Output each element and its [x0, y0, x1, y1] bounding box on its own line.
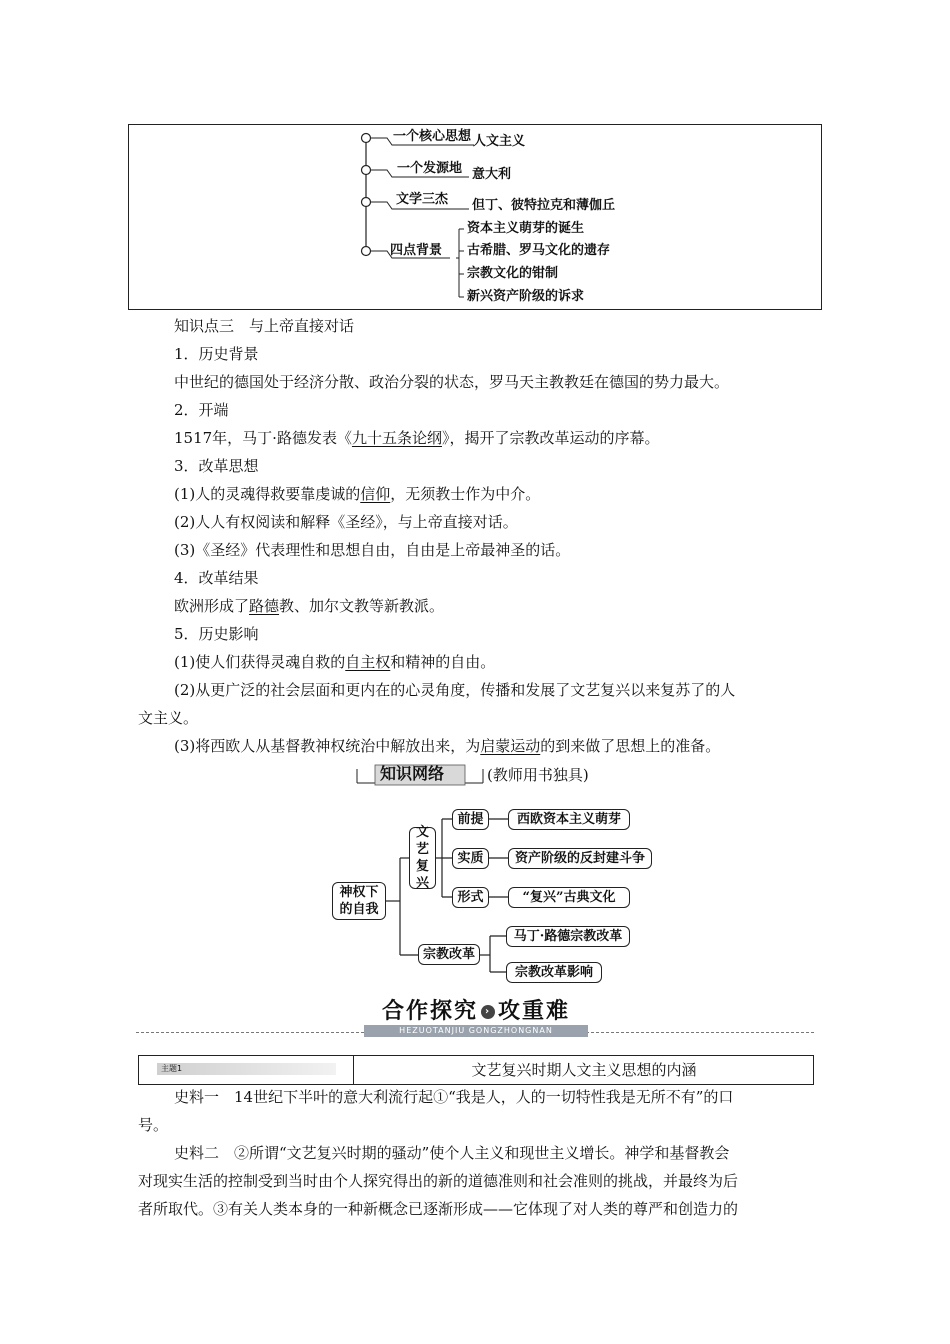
text-segment: 1517年，马丁·路德发表《 — [174, 429, 352, 447]
network-branch-renaissance: 文艺复兴 — [409, 827, 436, 889]
underlined-term: 自主权 — [345, 653, 391, 671]
subheading-result: 4．改革结果 — [174, 569, 259, 587]
text-segment: (1)使人们获得灵魂自救的 — [174, 653, 346, 671]
source-2-line-2: 对现实生活的控制受到当时由个人探究得出的新的道德准则和社会准则的挑战，并最终为后 — [138, 1172, 739, 1190]
text-segment: 欧洲形成了 — [174, 597, 250, 615]
mindmap-label-3: 文学三杰 — [396, 192, 449, 207]
underlined-term: 启蒙运动 — [480, 737, 541, 755]
paragraph-result — [174, 596, 444, 616]
mindmap-label-2: 一个发源地 — [397, 161, 463, 176]
paragraph-start — [174, 428, 659, 448]
text-segment: 》，揭开了宗教改革运动的序幕。 — [441, 429, 660, 447]
mindmap-label-1: 一个核心思想 — [393, 129, 472, 144]
network-reformation-item-2: 宗教改革影响 — [506, 962, 602, 983]
underlined-term: 信仰 — [360, 485, 391, 503]
text-segment: 教、加尔文教等新教派。 — [279, 597, 445, 615]
text-segment: (3)将西欧人从基督教神权统治中解放出来，为 — [174, 737, 481, 755]
arrow-circle-icon: › — [481, 1005, 495, 1019]
subheading-ideas: 3．改革思想 — [174, 457, 259, 475]
subheading-start: 2．开端 — [174, 401, 229, 419]
banner-title-part-1: 合作探究 — [382, 999, 479, 1024]
banner-title-part-2: 攻重难 — [498, 999, 571, 1024]
network-branch-reformation: 宗教改革 — [418, 944, 480, 965]
network-value-premise: 西欧资本主义萌芽 — [508, 809, 630, 830]
source-1-line-2: 号。 — [138, 1116, 169, 1134]
banner-pinyin: HEZUOTANJIU GONGZHONGNAN — [364, 1025, 588, 1037]
subheading-background: 1．历史背景 — [174, 345, 259, 363]
network-key-essence: 实质 — [452, 848, 489, 869]
source-1-line-1: 史料一 14世纪下半叶的意大利流行起①“我是人，人的一切特性我是无所不有”的口 — [174, 1088, 734, 1106]
theme-tag: 主题1 — [157, 1063, 336, 1075]
network-reformation-item-1: 马丁·路德宗教改革 — [506, 926, 630, 947]
text-segment: (1)人的灵魂得救要靠虔诚的 — [174, 485, 361, 503]
paragraph-impact-2-cont: 文主义。 — [138, 709, 199, 727]
text-segment: 的到来做了思想上的准备。 — [540, 737, 721, 755]
section-heading: 知识点三 与上帝直接对话 — [174, 317, 355, 335]
network-root: 神权下的自我 — [332, 882, 386, 920]
mindmap-value-2: 意大利 — [472, 167, 512, 182]
underlined-term: 九十五条论纲 — [351, 429, 442, 447]
network-key-form: 形式 — [452, 887, 489, 908]
theme-title: 文艺复兴时期人文主义思想的内涵 — [471, 1061, 697, 1079]
mindmap-background-1: 资本主义萌芽的诞生 — [467, 221, 585, 236]
theme-table — [138, 1055, 814, 1085]
network-key-premise: 前提 — [452, 809, 489, 830]
paragraph-idea-2: (2)人人有权阅读和解释《圣经》，与上帝直接对话。 — [174, 513, 518, 531]
network-note: (教师用书独具) — [487, 766, 589, 784]
paragraph-impact-1 — [174, 652, 495, 672]
mindmap-background-2: 古希腊、罗马文化的遗存 — [467, 243, 611, 258]
mindmap-value-1: 人文主义 — [473, 134, 526, 149]
network-title: 知识网络 — [380, 764, 445, 783]
theme-tag-cell — [139, 1056, 354, 1084]
paragraph-idea-3: (3)《圣经》代表理性和思想自由，自由是上帝最神圣的话。 — [174, 541, 571, 559]
text-segment: ，无须教士作为中介。 — [390, 485, 541, 503]
mindmap-label-4: 四点背景 — [390, 243, 443, 258]
paragraph-idea-1 — [174, 484, 540, 504]
paragraph-impact-2: (2)从更广泛的社会层面和更内在的心灵角度，传播和发展了文艺复兴以来复苏了的人 — [174, 681, 736, 699]
source-2-line-3: 者所取代。③有关人类本身的一种新概念已逐渐形成——它体现了对人类的尊严和创造力的 — [138, 1200, 739, 1218]
subheading-impact: 5．历史影响 — [174, 625, 259, 643]
paragraph-background: 中世纪的德国处于经济分散、政治分裂的状态，罗马天主教教廷在德国的势力最大。 — [174, 373, 730, 391]
source-2-line-1: 史料二 ②所谓“文艺复兴时期的骚动”使个人主义和现世主义增长。神学和基督教会 — [174, 1144, 730, 1162]
banner-title — [382, 999, 570, 1025]
network-value-essence: 资产阶级的反封建斗争 — [508, 848, 652, 869]
paragraph-impact-3 — [174, 736, 720, 756]
mindmap-background-3: 宗教文化的钳制 — [467, 266, 559, 281]
mindmap-value-3: 但丁、彼特拉克和薄伽丘 — [472, 198, 616, 213]
mindmap-box — [128, 124, 822, 310]
underlined-term: 路德 — [249, 597, 280, 615]
network-value-form: “复兴”古典文化 — [508, 887, 630, 908]
text-segment: 和精神的自由。 — [390, 653, 496, 671]
mindmap-background-4: 新兴资产阶级的诉求 — [467, 289, 585, 304]
